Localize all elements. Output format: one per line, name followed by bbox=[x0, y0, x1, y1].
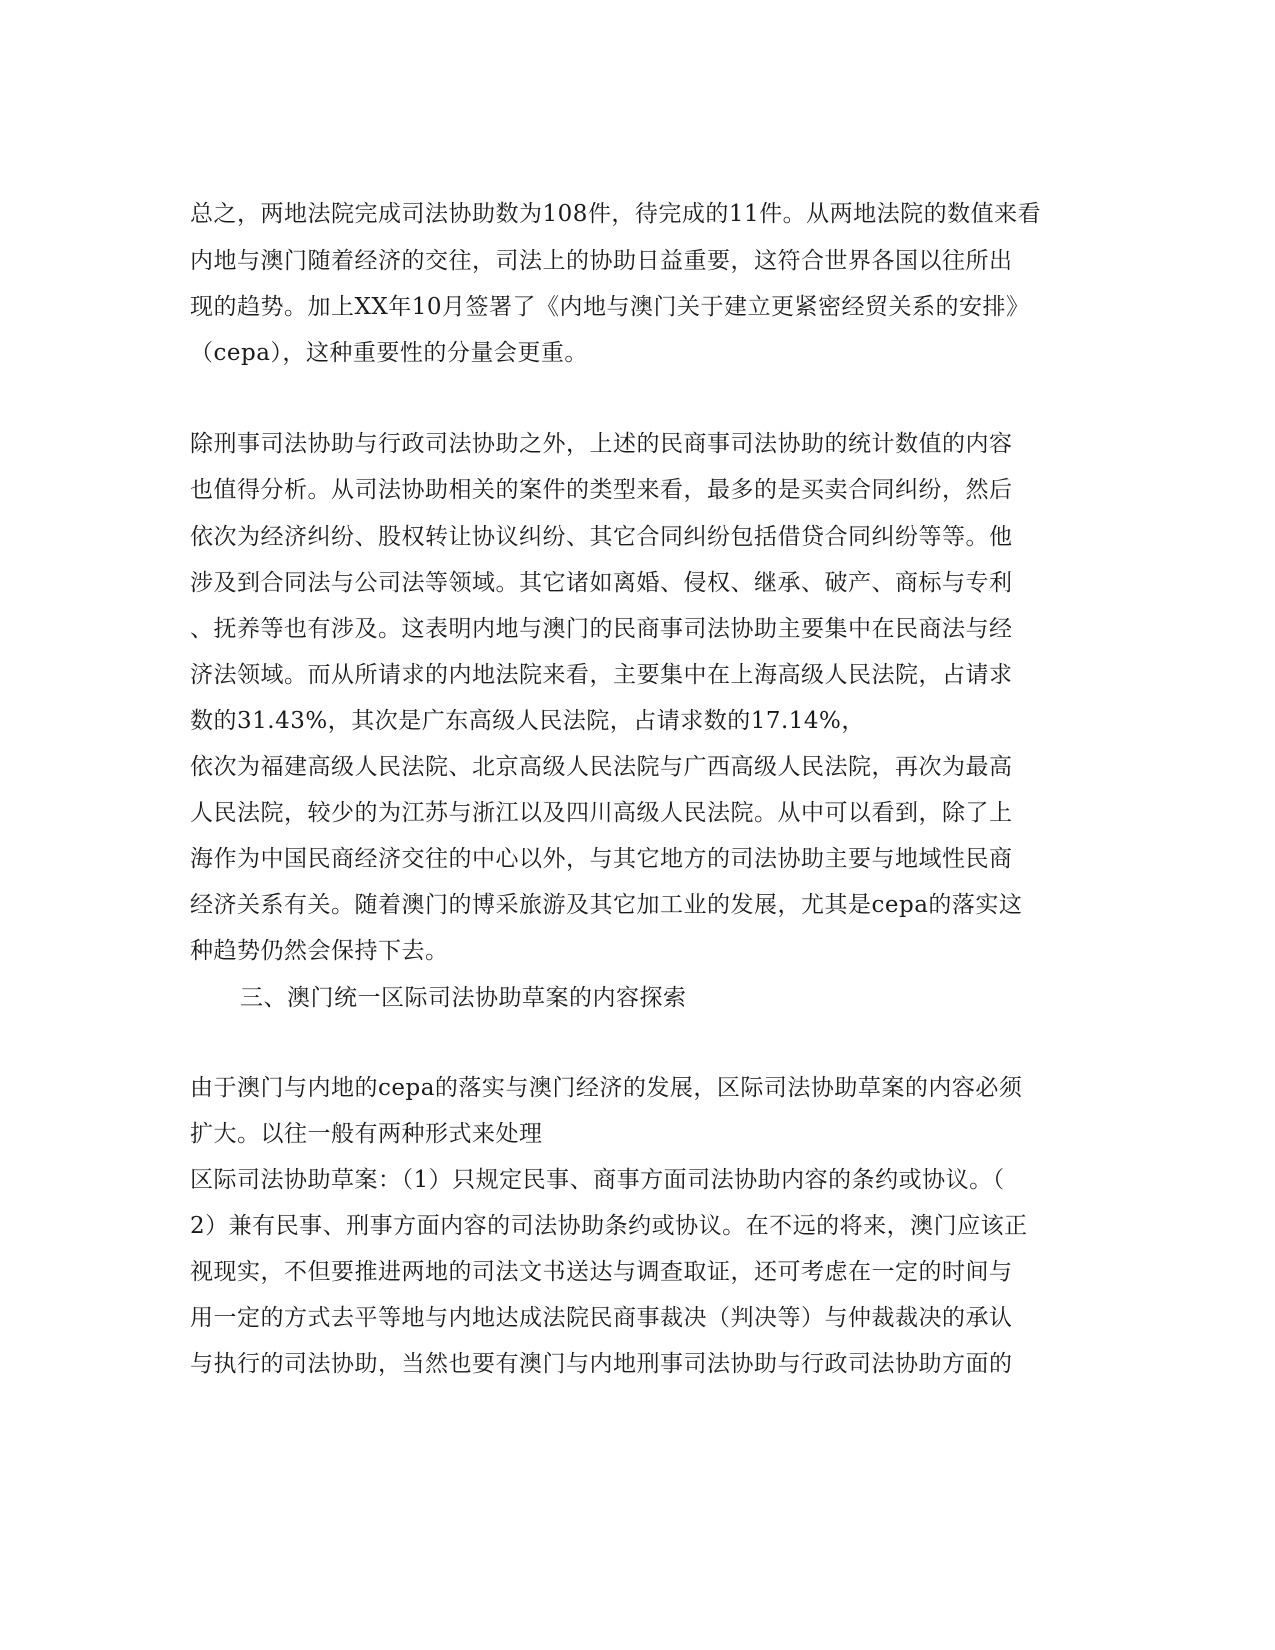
paragraph-2-line-9: 人民法院，较少的为江苏与浙江以及四川高级人民法院。从中可以看到，除了上 bbox=[190, 800, 1013, 826]
paragraph-3-line-4: 2）兼有民事、刑事方面内容的司法协助条约或协议。在不远的将来，澳门应该正 bbox=[190, 1213, 1028, 1239]
paragraph-1-line-2: 内地与澳门随着经济的交往，司法上的协助日益重要，这符合世界各国以往所出 bbox=[190, 248, 1013, 274]
paragraph-2-line-1: 除刑事司法协助与行政司法协助之外，上述的民商事司法协助的统计数值的内容 bbox=[190, 431, 1013, 457]
paragraph-2-line-8: 依次为福建高级人民法院、北京高级人民法院与广西高级人民法院，再次为最高 bbox=[190, 754, 1013, 780]
paragraph-3-line-1: 由于澳门与内地的cepa的落实与澳门经济的发展，区际司法协助草案的内容必须 bbox=[190, 1075, 1023, 1101]
paragraph-1-line-1: 总之，两地法院完成司法协助数为108件，待完成的11件。从两地法院的数值来看 bbox=[190, 201, 1042, 227]
paragraph-1-line-4: （cepa），这种重要性的分量会更重。 bbox=[190, 340, 588, 366]
paragraph-2-line-11: 经济关系有关。随着澳门的博采旅游及其它加工业的发展，尤其是cepa的落实这 bbox=[190, 892, 1023, 918]
paragraph-3-line-6: 用一定的方式去平等地与内地达成法院民商事裁决（判决等）与仲裁裁决的承认 bbox=[190, 1305, 1013, 1331]
paragraph-3-line-7: 与执行的司法协助，当然也要有澳门与内地刑事司法协助与行政司法协助方面的 bbox=[190, 1351, 1013, 1377]
paragraph-2-line-3: 依次为经济纠纷、股权转让协议纠纷、其它合同纠纷包括借贷合同纠纷等等。他 bbox=[190, 524, 1013, 550]
paragraph-3-line-5: 视现实，不但要推进两地的司法文书送达与调查取证，还可考虑在一定的时间与 bbox=[190, 1259, 1013, 1285]
paragraph-2-line-6: 济法领域。而从所请求的内地法院来看，主要集中在上海高级人民法院，占请求 bbox=[190, 662, 1013, 688]
paragraph-2-line-4: 涉及到合同法与公司法等领域。其它诸如离婚、侵权、继承、破产、商标与专利 bbox=[190, 570, 1013, 596]
paragraph-2-line-10: 海作为中国民商经济交往的中心以外，与其它地方的司法协助主要与地域性民商 bbox=[190, 846, 1013, 872]
section-heading: 三、澳门统一区际司法协助草案的内容探索 bbox=[240, 985, 687, 1011]
paragraph-2-line-12: 种趋势仍然会保持下去。 bbox=[190, 938, 449, 964]
paragraph-2-line-7: 数的31.43%，其次是广东高级人民法院，占请求数的17.14%， bbox=[190, 708, 865, 734]
paragraph-2-line-2: 也值得分析。从司法协助相关的案件的类型来看，最多的是买卖合同纠纷，然后 bbox=[190, 477, 1013, 503]
paragraph-3-line-3: 区际司法协助草案：（1）只规定民事、商事方面司法协助内容的条约或协议。（ bbox=[190, 1167, 1005, 1193]
paragraph-1-line-3: 现的趋势。加上XX年10月签署了《内地与澳门关于建立更紧密经贸关系的安排》 bbox=[190, 294, 1030, 320]
paragraph-3-line-2: 扩大。以往一般有两种形式来处理 bbox=[190, 1121, 543, 1147]
paragraph-2-line-5: 、抚养等也有涉及。这表明内地与澳门的民商事司法协助主要集中在民商法与经 bbox=[190, 616, 1013, 642]
